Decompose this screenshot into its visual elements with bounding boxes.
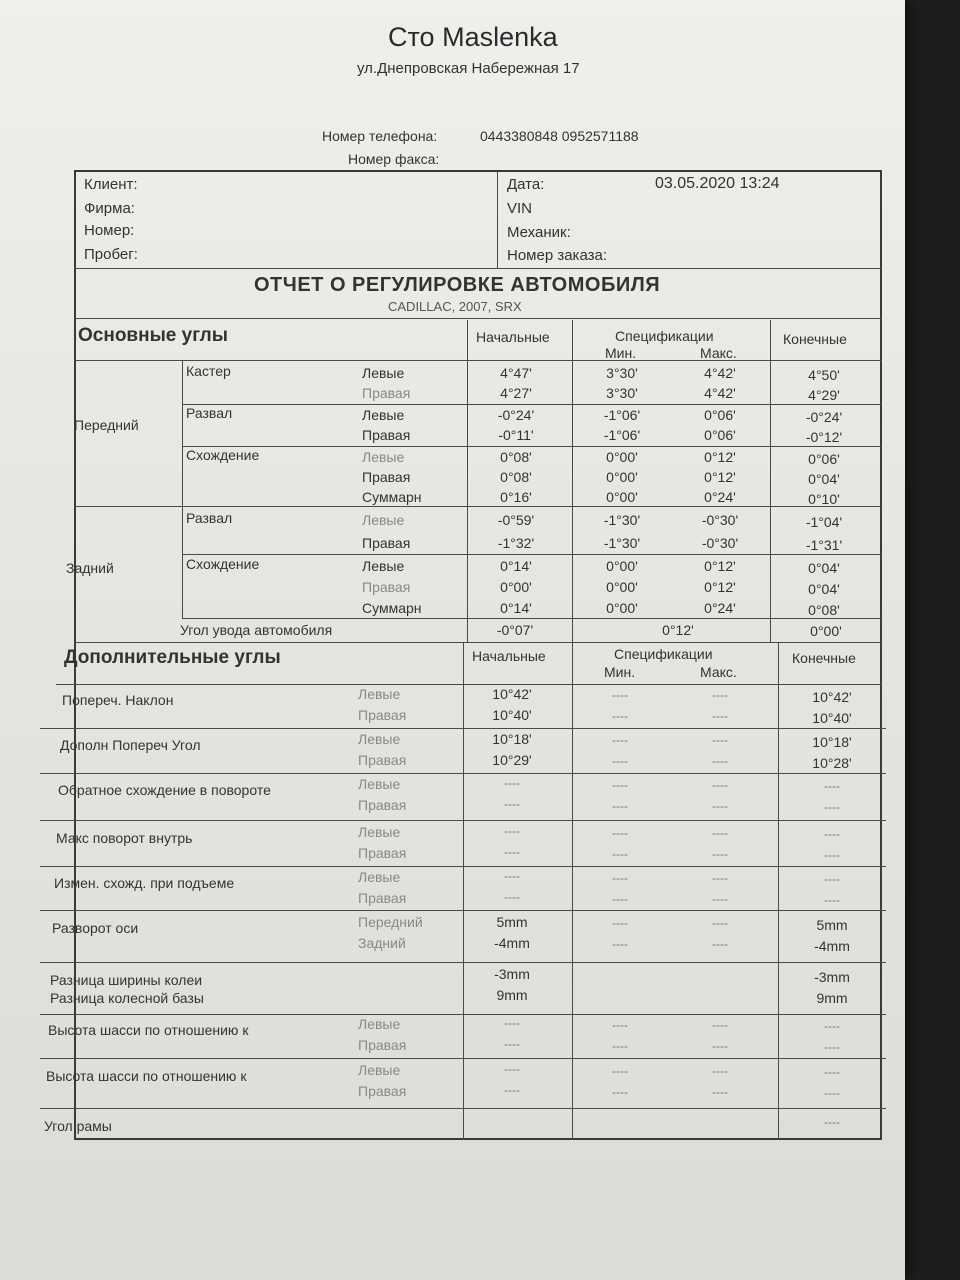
extra-param-label: Попереч. Наклон [62, 692, 174, 708]
extra-initial-value: 10°18' [492, 731, 532, 747]
angle-initial-value: -0°24' [497, 407, 535, 423]
thrust-final: 0°00' [810, 623, 842, 639]
extra-spec-max-value: ---- [712, 1039, 728, 1053]
extra-spec-min-value: ---- [612, 1039, 628, 1053]
extra-initial-value: -3mm [494, 966, 530, 982]
angle-spec-max-value: 0°24' [704, 600, 736, 616]
extra-spec-max-value: ---- [712, 733, 728, 747]
angle-side-label: Правая [362, 469, 411, 485]
main-bottom-line [74, 642, 882, 643]
angle-spec-min-value: 0°00' [606, 469, 638, 485]
extra-col-spec: Спецификации [614, 646, 713, 662]
extra-header-line [56, 684, 882, 685]
extra-side-label: Правая [358, 752, 407, 768]
angle-side-label: Левые [362, 365, 405, 381]
extra-initial-value: ---- [504, 869, 520, 883]
angle-spec-min-value: -1°06' [603, 407, 641, 423]
extra-final-value: ---- [824, 893, 840, 907]
extra-spec-max-value: ---- [712, 799, 728, 813]
phone-value: 0443380848 0952571188 [480, 128, 639, 144]
extra-spec-max-value: ---- [712, 937, 728, 951]
angle-final-value: 0°04' [808, 471, 840, 487]
extra-spec-max-value: ---- [712, 754, 728, 768]
extra-col-min: Мин. [604, 664, 636, 680]
angle-initial-value: -1°32' [497, 535, 535, 551]
angle-side-label: Суммарн [362, 489, 422, 505]
extra-side-label: Левые [358, 1016, 401, 1032]
angle-initial-value: 0°16' [500, 489, 532, 505]
angle-param-label: Развал [186, 405, 233, 421]
sep-camber-front [182, 446, 882, 447]
extra-param-label: Высота шасси по отношению к [48, 1022, 249, 1038]
extra-col-final: Конечные [792, 650, 856, 666]
extra-final-value: 10°18' [812, 734, 852, 750]
sep-camber-rear [182, 554, 882, 555]
extra-row-separator [40, 820, 886, 821]
main-col-line-3 [770, 320, 771, 642]
extra-spec-max-value: ---- [712, 916, 728, 930]
angle-initial-value: 0°08' [500, 449, 532, 465]
angle-final-value: 0°10' [808, 491, 840, 507]
angle-spec-max-value: 4°42' [704, 365, 736, 381]
main-col-final: Конечные [783, 331, 847, 347]
extra-final-value: 10°28' [812, 755, 852, 771]
angle-final-value: 4°50' [808, 367, 840, 383]
sep-caster [182, 404, 882, 405]
extra-param-label: Обратное схождение в повороте [58, 782, 271, 798]
extra-final-value: ---- [824, 848, 840, 862]
angle-final-value: 0°04' [808, 560, 840, 576]
extra-final-value: ---- [824, 827, 840, 841]
extra-param-label: Разница ширины колеи [50, 972, 203, 988]
angle-final-value: -0°24' [805, 409, 843, 425]
extra-spec-min-value: ---- [612, 847, 628, 861]
angle-spec-min-value: 0°00' [606, 600, 638, 616]
extra-col-initial: Начальные [472, 648, 546, 664]
extra-spec-min-value: ---- [612, 733, 628, 747]
extra-initial-value: -4mm [494, 935, 530, 951]
extra-side-label: Правая [358, 845, 407, 861]
angle-initial-value: 0°08' [500, 469, 532, 485]
main-header-line [74, 360, 882, 361]
extra-spec-min-value: ---- [612, 709, 628, 723]
extra-spec-min-value: ---- [612, 871, 628, 885]
extra-spec-min-value: ---- [612, 799, 628, 813]
extra-side-label: Правая [358, 707, 407, 723]
extra-final-value: ---- [824, 1065, 840, 1079]
angle-spec-min-value: 0°00' [606, 558, 638, 574]
extra-param-label: Высота шасси по отношению к [46, 1068, 247, 1084]
extra-final-value: ---- [824, 1115, 840, 1129]
angle-spec-max-value: 0°12' [704, 579, 736, 595]
extra-param-label: Дополн Попереч Угол [60, 737, 201, 753]
angle-side-label: Правая [362, 535, 411, 551]
angle-final-value: 0°04' [808, 581, 840, 597]
extra-spec-max-value: ---- [712, 1018, 728, 1032]
title-bottom-line [74, 318, 882, 319]
phone-label: Номер телефона: [322, 128, 438, 144]
angle-initial-value: -0°59' [497, 512, 535, 528]
angle-spec-max-value: 4°42' [704, 385, 736, 401]
angle-spec-min-value: -1°30' [603, 535, 641, 551]
extra-final-value: 10°40' [812, 710, 852, 726]
main-section-title: Основные углы [78, 325, 228, 346]
angle-param-label: Кастер [186, 363, 231, 379]
angle-spec-min-value: 3°30' [606, 365, 638, 381]
angle-final-value: 0°06' [808, 451, 840, 467]
extra-row-separator [40, 773, 886, 774]
extra-final-value: 9mm [816, 990, 848, 1006]
angle-final-value: -1°04' [805, 514, 843, 530]
angle-initial-value: 0°00' [500, 579, 532, 595]
extra-final-value: ---- [824, 1086, 840, 1100]
main-col-line-1 [467, 320, 468, 642]
angle-param-label: Схождение [186, 447, 260, 463]
sep-toe-rear [182, 618, 882, 619]
extra-side-label: Левые [358, 824, 401, 840]
extra-spec-min-value: ---- [612, 1085, 628, 1099]
extra-row-separator [40, 1108, 886, 1109]
extra-row-separator [40, 728, 886, 729]
angle-final-value: 4°29' [808, 387, 840, 403]
extra-initial-value: ---- [504, 824, 520, 838]
angle-initial-value: 0°14' [500, 558, 532, 574]
extra-spec-min-value: ---- [612, 937, 628, 951]
extra-row-separator [40, 866, 886, 867]
angle-side-label: Левые [362, 407, 405, 423]
thrust-spec: 0°12' [662, 622, 694, 638]
extra-side-label: Передний [358, 914, 423, 930]
info-divider [497, 172, 498, 268]
extra-final-value: 10°42' [812, 689, 852, 705]
extra-spec-max-value: ---- [712, 688, 728, 702]
shop-address: ул.Днепровская Набережная 17 [357, 60, 580, 77]
extra-col-line-2 [572, 642, 573, 1140]
extra-side-label: Левые [358, 686, 401, 702]
number-label: Номер: [84, 222, 135, 239]
extra-side-label: Задний [358, 935, 406, 951]
angle-param-label: Схождение [186, 556, 260, 572]
angle-spec-min-value: 3°30' [606, 385, 638, 401]
date-label: Дата: [507, 176, 545, 193]
angle-initial-value: 4°47' [500, 365, 532, 381]
firm-label: Фирма: [84, 200, 135, 217]
main-axis-line [182, 360, 183, 618]
extra-spec-max-value: ---- [712, 847, 728, 861]
extra-param-label: Разница колесной базы [50, 990, 204, 1006]
extra-side-label: Левые [358, 1062, 401, 1078]
shop-name: Сто Maslenka [388, 22, 558, 52]
extra-spec-max-value: ---- [712, 892, 728, 906]
main-col-min: Мин. [605, 345, 637, 361]
angle-side-label: Левые [362, 558, 405, 574]
extra-final-value: ---- [824, 1019, 840, 1033]
extra-spec-min-value: ---- [612, 778, 628, 792]
angle-final-value: -1°31' [805, 537, 843, 553]
extra-spec-min-value: ---- [612, 826, 628, 840]
angle-final-value: 0°08' [808, 602, 840, 618]
extra-spec-min-value: ---- [612, 892, 628, 906]
front-axle-label: Передний [74, 417, 139, 433]
extra-initial-value: ---- [504, 776, 520, 790]
extra-row-separator [40, 1014, 886, 1015]
extra-col-line-3 [778, 642, 779, 1140]
extra-param-label: Разворот оси [52, 920, 139, 936]
extra-final-value: ---- [824, 779, 840, 793]
extra-row-separator [40, 1058, 886, 1059]
date-value: 03.05.2020 13:24 [655, 175, 780, 192]
extra-param-label: Измен. схожд. при подъеме [54, 875, 235, 891]
extra-initial-value: ---- [504, 890, 520, 904]
main-col-spec: Спецификации [615, 328, 714, 344]
mechanic-label: Механик: [507, 224, 571, 241]
main-col-max: Макс. [700, 345, 737, 361]
angle-side-label: Суммарн [362, 600, 422, 616]
angle-spec-min-value: 0°00' [606, 449, 638, 465]
angle-side-label: Левые [362, 449, 405, 465]
extra-row-separator [40, 962, 886, 963]
report-title: ОТЧЕТ О РЕГУЛИРОВКЕ АВТОМОБИЛЯ [254, 274, 661, 296]
angle-spec-min-value: 0°00' [606, 489, 638, 505]
extra-spec-max-value: ---- [712, 709, 728, 723]
sep-front-rear [74, 506, 882, 507]
extra-initial-value: ---- [504, 797, 520, 811]
order-label: Номер заказа: [507, 247, 608, 264]
fax-label: Номер факса: [348, 151, 440, 167]
thrust-label: Угол увода автомобиля [180, 622, 333, 638]
extra-spec-min-value: ---- [612, 1064, 628, 1078]
vin-label: VIN [507, 200, 533, 217]
extra-param-label: Угол рамы [44, 1118, 112, 1134]
extra-spec-min-value: ---- [612, 688, 628, 702]
angle-side-label: Правая [362, 385, 411, 401]
angle-spec-max-value: 0°06' [704, 427, 736, 443]
client-label: Клиент: [84, 176, 138, 193]
angle-spec-max-value: -0°30' [701, 535, 739, 551]
main-col-line-2 [572, 320, 573, 642]
extra-final-value: ---- [824, 1040, 840, 1054]
angle-spec-max-value: 0°06' [704, 407, 736, 423]
rear-axle-label: Задний [66, 560, 114, 576]
angle-spec-max-value: 0°12' [704, 558, 736, 574]
extra-initial-value: ---- [504, 1083, 520, 1097]
extra-spec-max-value: ---- [712, 1085, 728, 1099]
extra-final-value: -3mm [814, 969, 850, 985]
angle-side-label: Правая [362, 427, 411, 443]
extra-final-value: ---- [824, 872, 840, 886]
extra-final-value: 5mm [816, 917, 848, 933]
extra-side-label: Правая [358, 797, 407, 813]
angle-initial-value: 4°27' [500, 385, 532, 401]
extra-spec-max-value: ---- [712, 778, 728, 792]
angle-side-label: Левые [362, 512, 405, 528]
vehicle-info: CADILLAC, 2007, SRX [388, 299, 522, 314]
angle-spec-max-value: -0°30' [701, 512, 739, 528]
extra-section-title: Дополнительные углы [64, 647, 281, 668]
extra-spec-max-value: ---- [712, 871, 728, 885]
extra-col-line-1 [463, 642, 464, 1140]
extra-initial-value: ---- [504, 1037, 520, 1051]
extra-side-label: Левые [358, 776, 401, 792]
angle-spec-max-value: 0°24' [704, 489, 736, 505]
extra-row-separator [40, 910, 886, 911]
extra-initial-value: 10°42' [492, 686, 532, 702]
angle-spec-min-value: -1°06' [603, 427, 641, 443]
extra-spec-min-value: ---- [612, 754, 628, 768]
angle-spec-max-value: 0°12' [704, 469, 736, 485]
extra-final-value: -4mm [814, 938, 850, 954]
extra-final-value: ---- [824, 800, 840, 814]
angle-side-label: Правая [362, 579, 411, 595]
angle-param-label: Развал [186, 510, 233, 526]
angle-spec-max-value: 0°12' [704, 449, 736, 465]
extra-initial-value: ---- [504, 845, 520, 859]
thrust-initial: -0°07' [496, 622, 534, 638]
angle-spec-min-value: -1°30' [603, 512, 641, 528]
extra-spec-min-value: ---- [612, 916, 628, 930]
angle-spec-min-value: 0°00' [606, 579, 638, 595]
angle-final-value: -0°12' [805, 429, 843, 445]
extra-spec-max-value: ---- [712, 826, 728, 840]
extra-spec-min-value: ---- [612, 1018, 628, 1032]
extra-initial-value: 10°29' [492, 752, 532, 768]
extra-initial-value: 5mm [496, 914, 528, 930]
extra-side-label: Левые [358, 869, 401, 885]
extra-initial-value: 10°40' [492, 707, 532, 723]
mileage-label: Пробег: [84, 246, 138, 263]
extra-initial-value: ---- [504, 1062, 520, 1076]
extra-col-max: Макс. [700, 664, 737, 680]
extra-side-label: Левые [358, 731, 401, 747]
angle-initial-value: 0°14' [500, 600, 532, 616]
extra-side-label: Правая [358, 890, 407, 906]
extra-initial-value: ---- [504, 1016, 520, 1030]
extra-param-label: Макс поворот внутрь [56, 830, 193, 846]
angle-initial-value: -0°11' [498, 427, 534, 443]
info-bottom-line [74, 268, 882, 269]
extra-side-label: Правая [358, 1037, 407, 1053]
main-col-initial: Начальные [476, 329, 550, 345]
extra-spec-max-value: ---- [712, 1064, 728, 1078]
extra-initial-value: 9mm [496, 987, 528, 1003]
extra-side-label: Правая [358, 1083, 407, 1099]
